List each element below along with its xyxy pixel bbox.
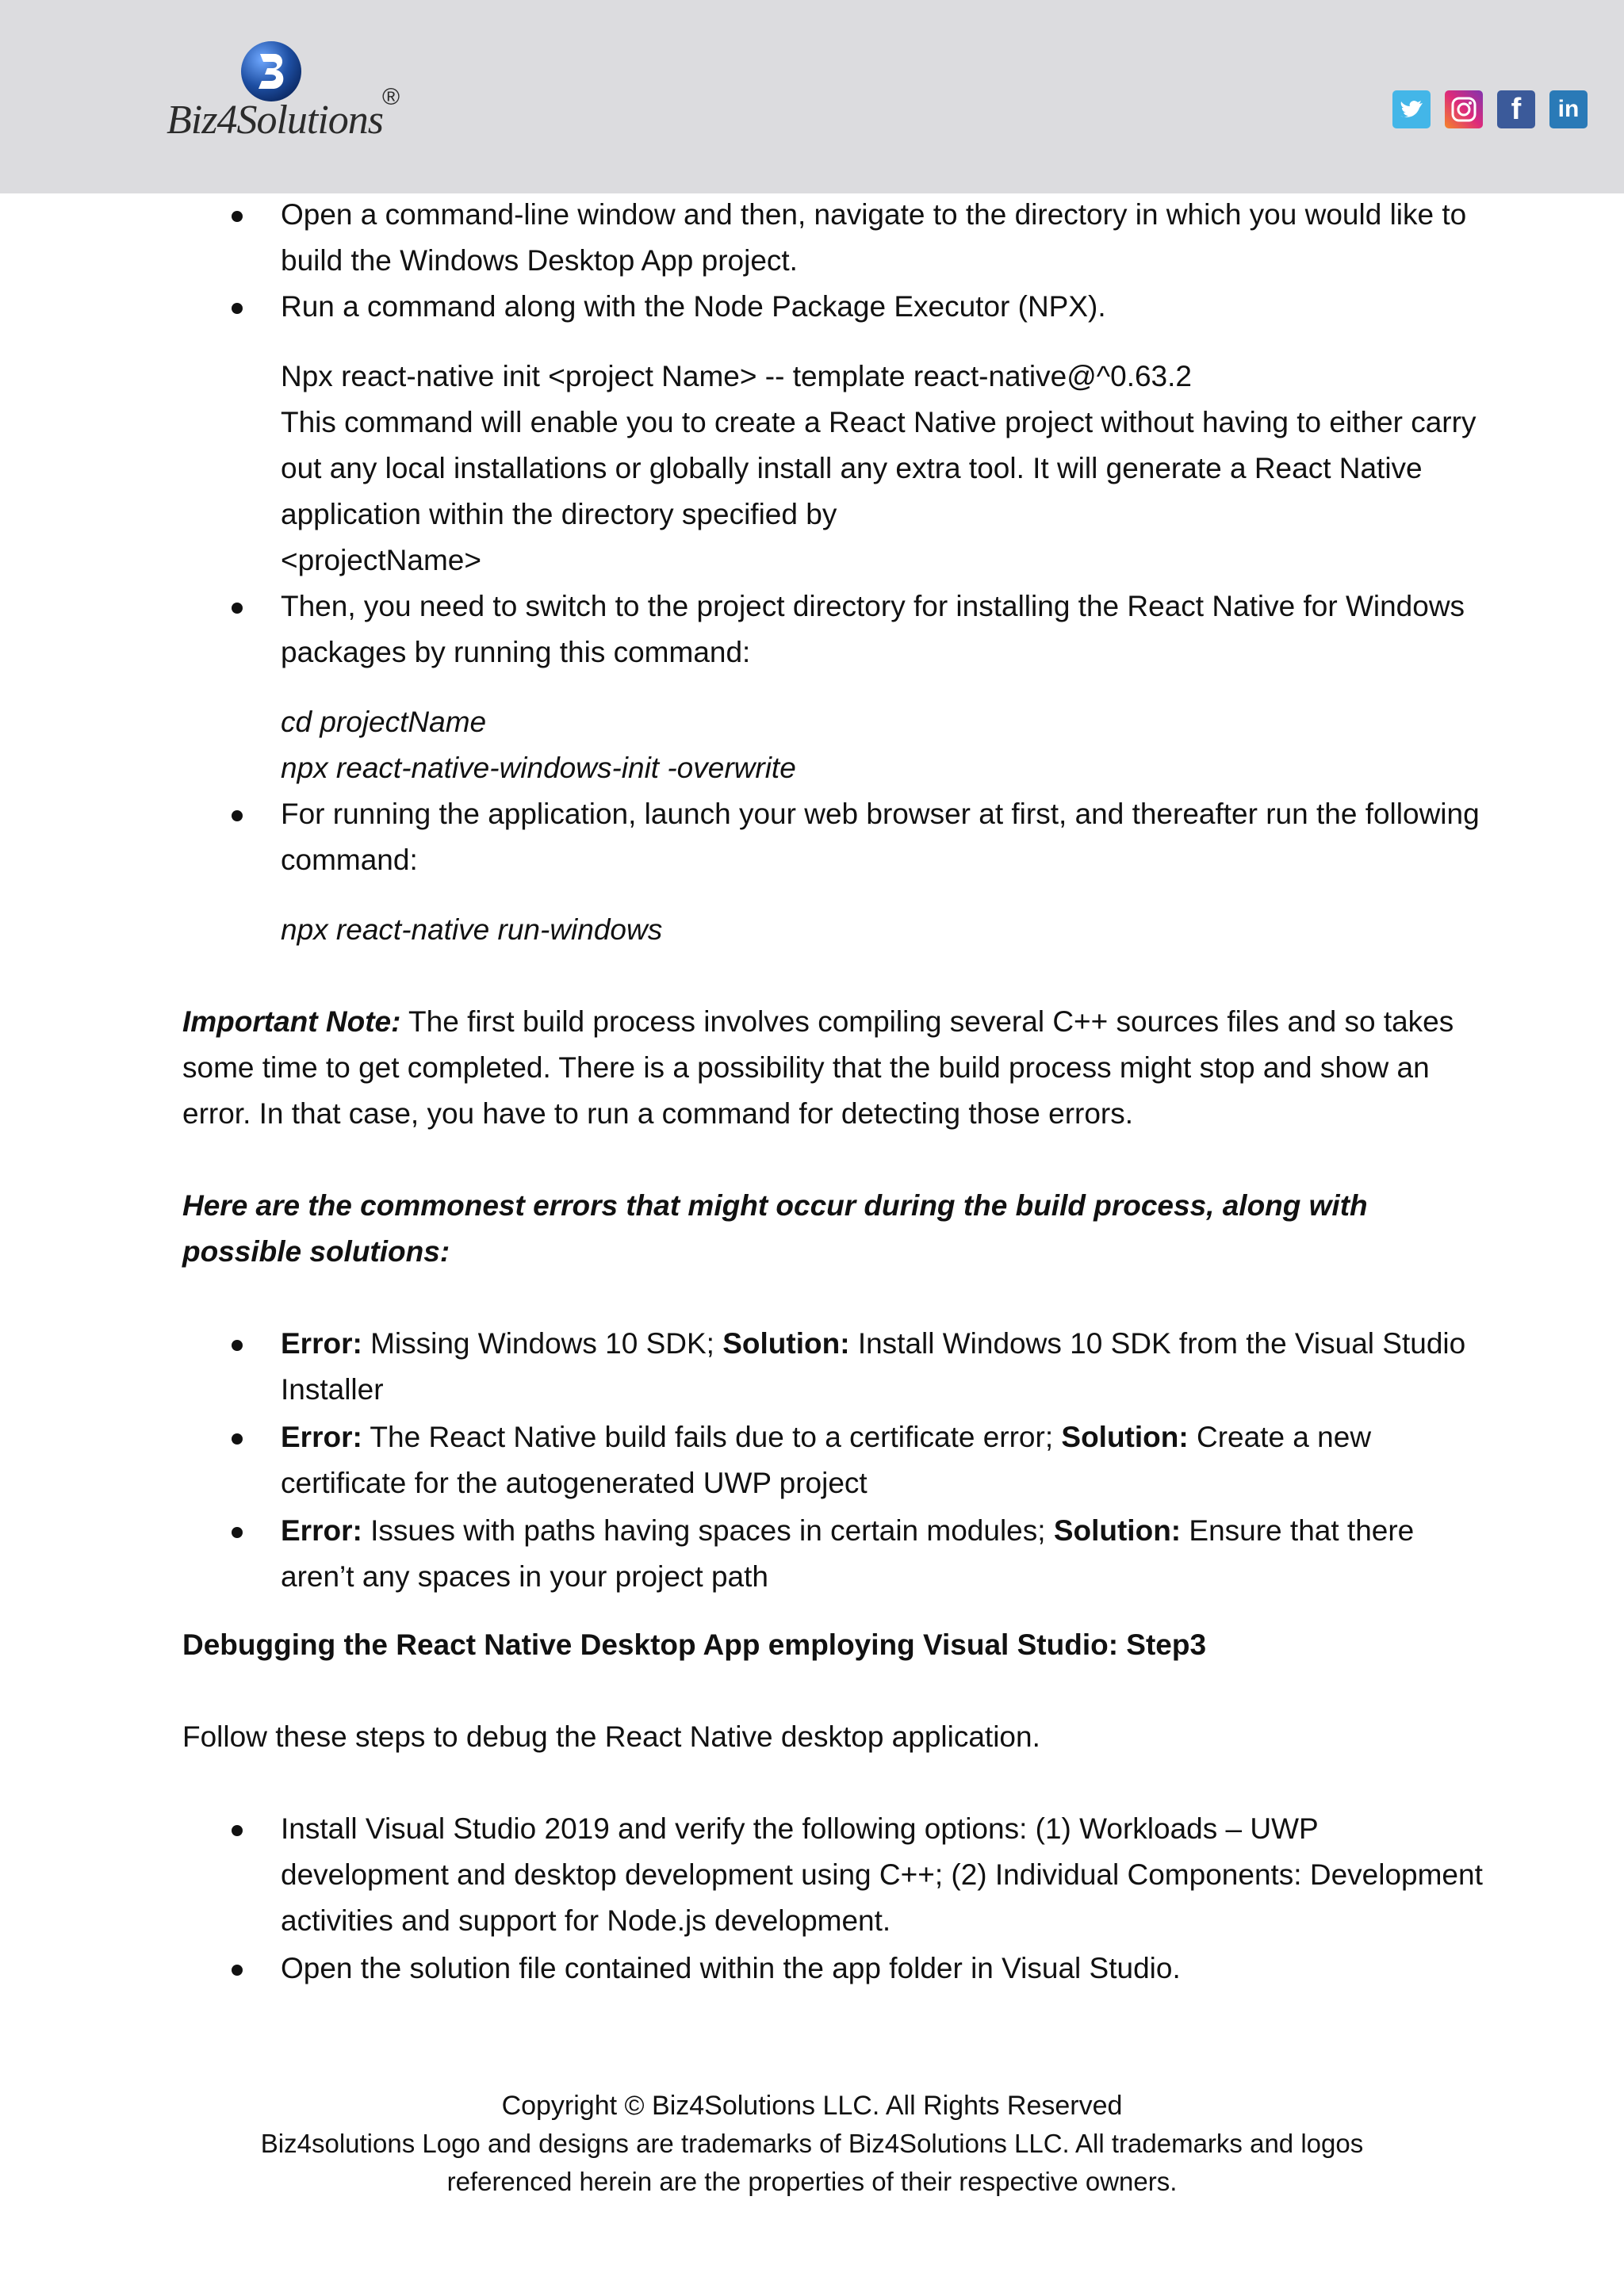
important-note bbox=[182, 999, 1483, 1137]
errors-heading: Here are the commonest errors that might occur during the build process, along with possible solutions: bbox=[182, 1189, 1368, 1268]
error-text: Missing Windows 10 SDK; bbox=[362, 1327, 723, 1360]
error-item bbox=[281, 1414, 1486, 1506]
run-command: npx react-native run-windows bbox=[281, 913, 663, 946]
instagram-icon[interactable] bbox=[1445, 90, 1483, 128]
error-label: Error: bbox=[281, 1514, 362, 1547]
bullet bbox=[232, 603, 243, 614]
trademark-text: referenced herein are the properties of their respective owners. bbox=[446, 2167, 1178, 2196]
solution-text: Install Windows 10 SDK from the Visual Studio Installer bbox=[281, 1327, 1466, 1406]
step-text: Run a command along with the Node Package Executor (NPX). bbox=[281, 290, 1106, 323]
twitter-icon[interactable] bbox=[1392, 90, 1431, 128]
logo-text: Biz4Solutions bbox=[167, 98, 384, 143]
debug-step: Open the solution file contained within the app folder in Visual Studio. bbox=[281, 1952, 1181, 1984]
bullet bbox=[232, 1340, 243, 1351]
switch-command: cd projectName bbox=[281, 706, 487, 738]
bullet bbox=[232, 810, 243, 821]
error-item bbox=[281, 1508, 1486, 1600]
npx-command: Npx react-native init <project Name> -- template react-native@^0.63.2 bbox=[281, 360, 1192, 392]
npx-description: This command will enable you to create a React Native project without having to either carry out any local installations or globally install any extra tool. It will generate a React Native application within the directory specified by bbox=[281, 406, 1477, 530]
solution-text: Create a new certificate for the autogenerated UWP project bbox=[281, 1421, 1372, 1499]
step-text: For running the application, launch your web browser at first, and thereafter run the following command: bbox=[281, 798, 1480, 876]
switch-command: npx react-native-windows-init -overwrite bbox=[281, 752, 796, 784]
error-label: Error: bbox=[281, 1327, 362, 1360]
bullet bbox=[232, 1965, 243, 1976]
npx-placeholder: <projectName> bbox=[281, 544, 481, 576]
page-header bbox=[0, 0, 1624, 193]
solution-label: Solution: bbox=[1061, 1421, 1189, 1453]
social-links bbox=[1392, 90, 1588, 128]
copyright-text: Copyright © Biz4Solutions LLC. All Rights Reserved bbox=[501, 2091, 1123, 2121]
bullet bbox=[232, 211, 243, 222]
solution-text: Ensure that there aren’t any spaces in your project path bbox=[281, 1514, 1415, 1593]
logo-b-mark-icon bbox=[239, 40, 303, 103]
important-note-label: Important Note: bbox=[182, 1005, 401, 1038]
solution-label: Solution: bbox=[1053, 1514, 1182, 1547]
bullet bbox=[232, 1527, 243, 1538]
debug-heading: Debugging the React Native Desktop App employing Visual Studio: Step3 bbox=[182, 1628, 1207, 1661]
step-text: Then, you need to switch to the project directory for installing the React Native for Windows packages by running this command: bbox=[281, 590, 1465, 668]
error-text: The React Native build fails due to a certificate error; bbox=[362, 1421, 1062, 1453]
error-item bbox=[281, 1321, 1486, 1413]
bullet bbox=[232, 303, 243, 314]
page-footer bbox=[0, 2087, 1624, 2201]
error-label: Error: bbox=[281, 1421, 362, 1453]
debug-step: Install Visual Studio 2019 and verify the following options: (1) Workloads – UWP development and desktop development using C++; (2) Individual Components: Development activities and support for Node.js development. bbox=[281, 1812, 1483, 1937]
registered-mark: ® bbox=[382, 84, 400, 110]
step-text: Open a command-line window and then, navigate to the directory in which you would like to build the Windows Desktop App project. bbox=[281, 198, 1467, 277]
biz4solutions-logo[interactable] bbox=[167, 40, 420, 151]
debug-intro: Follow these steps to debug the React Native desktop application. bbox=[182, 1720, 1040, 1753]
bullet bbox=[232, 1825, 243, 1836]
facebook-icon[interactable]: f bbox=[1497, 90, 1535, 128]
error-text: Issues with paths having spaces in certain modules; bbox=[362, 1514, 1054, 1547]
solution-label: Solution: bbox=[722, 1327, 850, 1360]
bullet bbox=[232, 1433, 243, 1445]
trademark-text: Biz4solutions Logo and designs are trademarks of Biz4Solutions LLC. All trademarks and logos bbox=[260, 2129, 1364, 2158]
linkedin-icon[interactable]: in bbox=[1549, 90, 1588, 128]
important-note-text: The first build process involves compiling several C++ sources files and so takes some time to get completed. There is a possibility that the build process might stop and show an error. In that case, you have to run a command for detecting those errors. bbox=[182, 1005, 1454, 1130]
